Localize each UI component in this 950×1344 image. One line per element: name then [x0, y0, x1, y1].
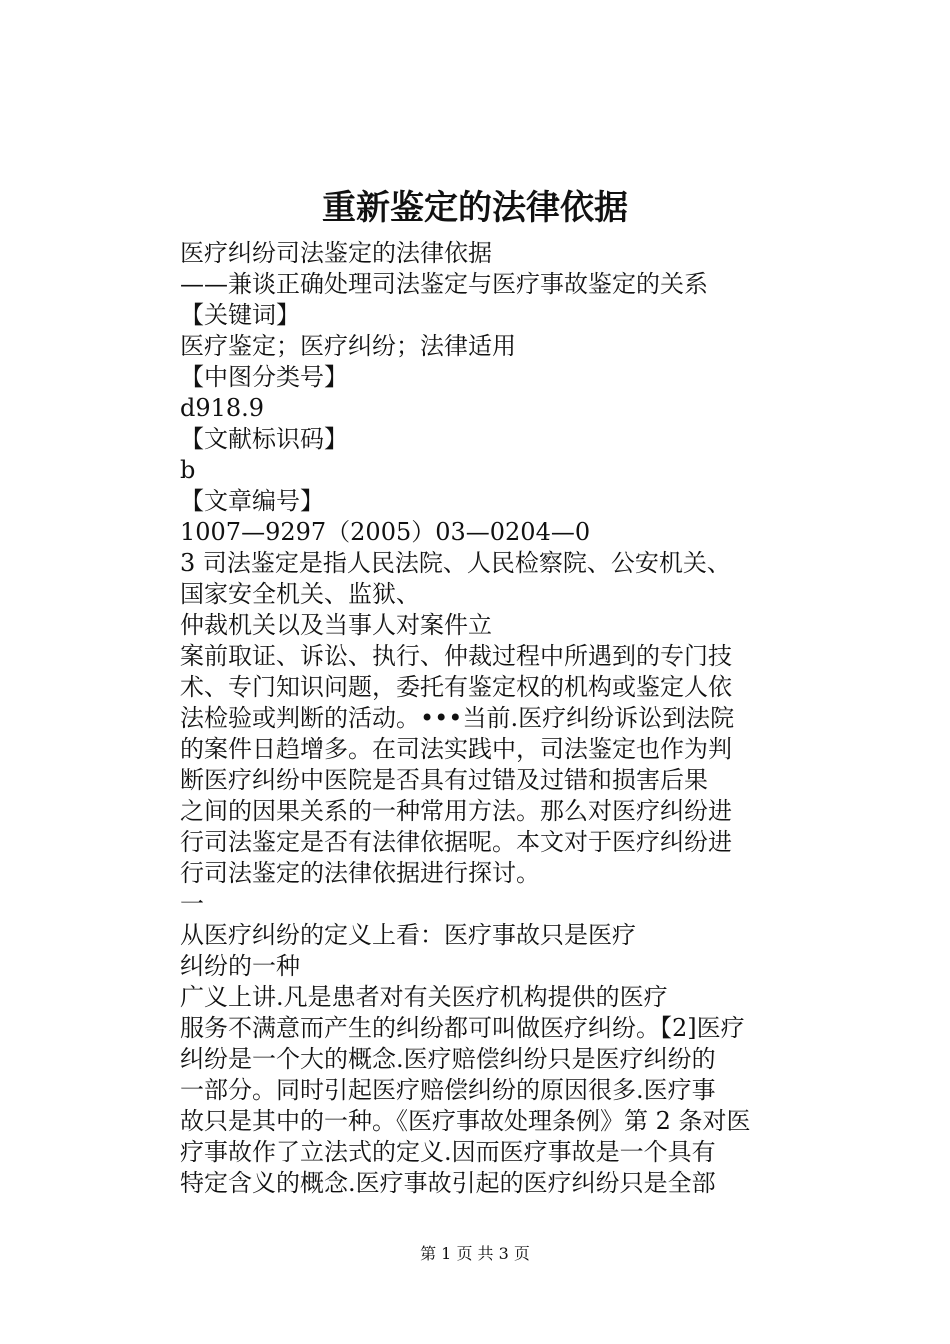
body-line: 医疗纠纷司法鉴定的法律依据: [180, 239, 492, 267]
body-line: d918.9: [180, 394, 265, 422]
document-body: [180, 238, 820, 1199]
body-line: 特定含义的概念.医疗事故引起的医疗纠纷只是全部: [180, 1169, 716, 1197]
body-line: 纠纷的一种: [180, 952, 300, 980]
body-line: 术、专门知识问题，委托有鉴定权的机构或鉴定人依: [180, 673, 732, 701]
body-line: 纠纷是一个大的概念.医疗赔偿纠纷只是医疗纠纷的: [180, 1045, 716, 1073]
body-line: 之间的因果关系的一种常用方法。那么对医疗纠纷进: [180, 797, 732, 825]
body-line: 【关键词】: [180, 301, 300, 329]
body-line: b: [180, 456, 196, 484]
body-line: 从医疗纠纷的定义上看：医疗事故只是医疗: [180, 921, 636, 949]
body-line: 一部分。同时引起医疗赔偿纠纷的原因很多.医疗事: [180, 1076, 716, 1104]
body-line: 1007—9297（2005）03—0204—0: [180, 518, 591, 546]
body-line: 服务不满意而产生的纠纷都可叫做医疗纠纷。【2]医疗: [180, 1014, 745, 1042]
body-line: 案前取证、诉讼、执行、仲裁过程中所遇到的专门技: [180, 642, 732, 670]
body-line: 医疗鉴定；医疗纠纷；法律适用: [180, 332, 516, 360]
body-line: 故只是其中的一种。《医疗事故处理条例》第 2 条对医: [180, 1107, 751, 1135]
body-line: 广义上讲.凡是患者对有关医疗机构提供的医疗: [180, 983, 668, 1011]
body-line: 3 司法鉴定是指人民法院、人民检察院、公安机关、: [180, 549, 731, 577]
body-line: 行司法鉴定是否有法律依据呢。本文对于医疗纠纷进: [180, 828, 732, 856]
body-line: 【文献标识码】: [180, 425, 348, 453]
body-line: 【中图分类号】: [180, 363, 348, 391]
body-line: 的案件日趋增多。在司法实践中，司法鉴定也作为判: [180, 735, 732, 763]
body-line: ——兼谈正确处理司法鉴定与医疗事故鉴定的关系: [180, 270, 708, 298]
body-line: 一: [180, 890, 204, 918]
body-line: 仲裁机关以及当事人对案件立: [180, 611, 492, 639]
body-line: 国家安全机关、监狱、: [180, 580, 420, 608]
body-line: 断医疗纠纷中医院是否具有过错及过错和损害后果: [180, 766, 708, 794]
body-line: 【文章编号】: [180, 487, 324, 515]
body-line: 行司法鉴定的法律依据进行探讨。: [180, 859, 540, 887]
page-title: 重新鉴定的法律依据: [322, 188, 628, 228]
body-line: 法检验或判断的活动。•••当前.医疗纠纷诉讼到法院: [180, 704, 735, 732]
page-footer: 第 1 页 共 3 页: [420, 1244, 530, 1263]
body-line: 疗事故作了立法式的定义.因而医疗事故是一个具有: [180, 1138, 716, 1166]
